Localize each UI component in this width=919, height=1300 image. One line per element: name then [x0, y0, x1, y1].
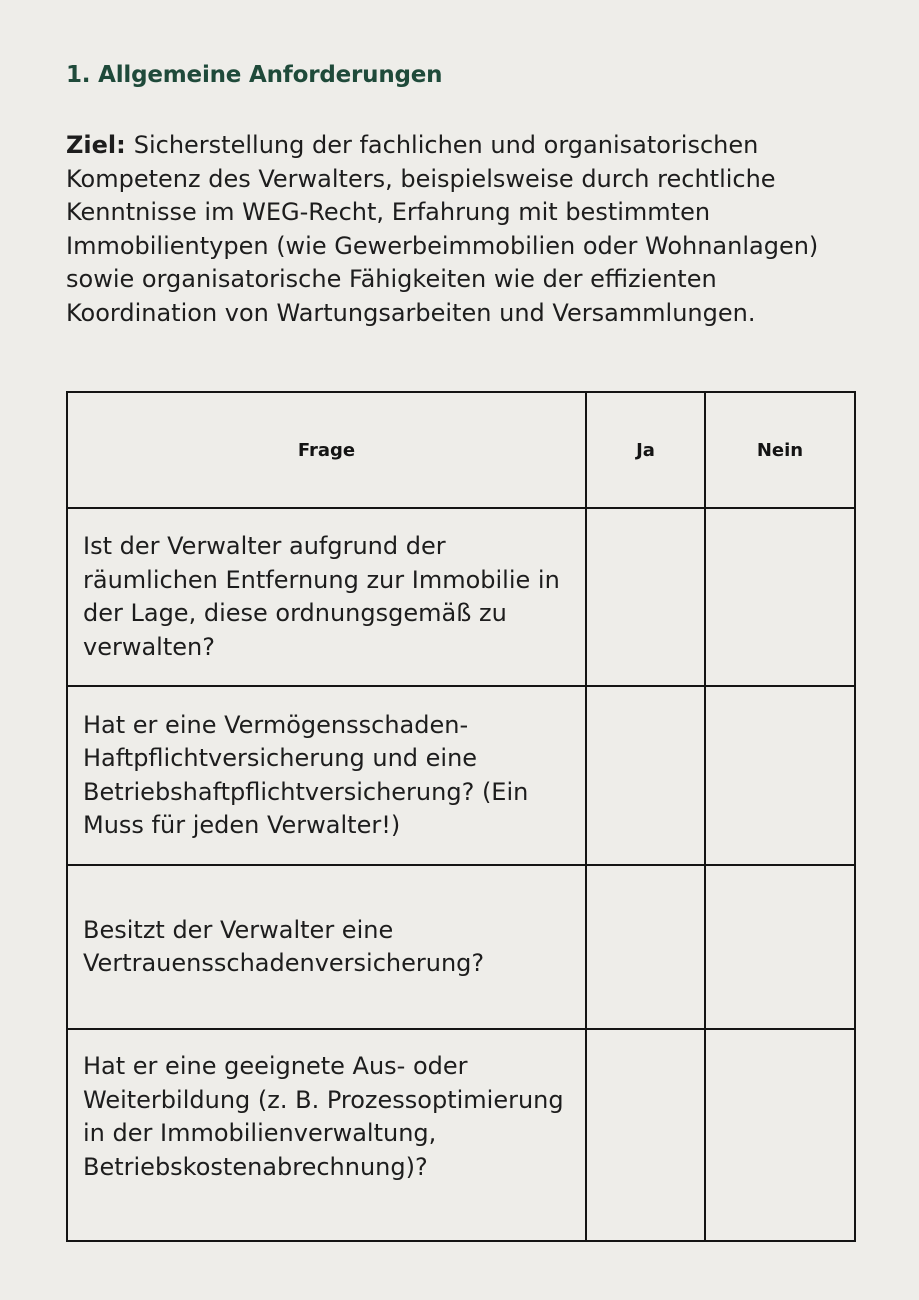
- no-checkbox-cell[interactable]: [705, 686, 855, 865]
- question-cell: Hat er eine geeignete Aus- oder Weiterbildung (z. B. Prozessoptimierung in der Immobilienverwaltung, Betriebskostenabrechnung)?: [67, 1029, 586, 1241]
- question-cell: Hat er eine Vermögensschaden-Haftpflichtversicherung und eine Betriebshaftpflichtversicherung? (Ein Muss für jeden Verwalter!): [67, 686, 586, 865]
- yes-checkbox-cell[interactable]: [586, 686, 705, 865]
- table-row: [67, 865, 855, 1029]
- intro-label: Ziel:: [66, 131, 126, 159]
- question-cell: Besitzt der Verwalter eine Vertrauensschadenversicherung?: [67, 865, 586, 1029]
- yes-checkbox-cell[interactable]: [586, 508, 705, 686]
- header-question: Frage: [67, 392, 586, 508]
- section-title: 1. Allgemeine Anforderungen: [66, 62, 443, 88]
- table-row: [67, 686, 855, 865]
- yes-checkbox-cell[interactable]: [586, 865, 705, 1029]
- no-checkbox-cell[interactable]: [705, 508, 855, 686]
- no-checkbox-cell[interactable]: [705, 1029, 855, 1241]
- header-no: Nein: [705, 392, 855, 508]
- question-cell: Ist der Verwalter aufgrund der räumlichen Entfernung zur Immobilie in der Lage, diese ordnungsgemäß zu verwalten?: [67, 508, 586, 686]
- table-row: [67, 508, 855, 686]
- no-checkbox-cell[interactable]: [705, 865, 855, 1029]
- checklist-table: [66, 391, 856, 1242]
- intro-text: Sicherstellung der fachlichen und organisatorischen Kompetenz des Verwalters, beispielsweise durch rechtliche Kenntnisse im WEG-Recht, Erfahrung mit bestimmten Immobilientypen (wie Gewerbeimmobilien oder Wohnanlagen) sowie organisatorische Fähigkeiten wie der effizienten Koordination von Wartungsarbeiten und Versammlungen.: [66, 131, 819, 327]
- header-yes: Ja: [586, 392, 705, 508]
- intro-paragraph: [66, 129, 866, 330]
- table-row: [67, 1029, 855, 1241]
- table-header-row: [67, 392, 855, 508]
- yes-checkbox-cell[interactable]: [586, 1029, 705, 1241]
